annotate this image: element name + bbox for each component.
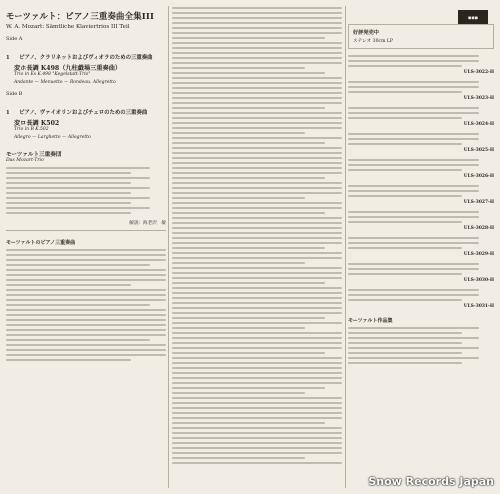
text-line-placeholder bbox=[172, 307, 342, 309]
text-line-placeholder bbox=[172, 272, 342, 274]
text-line-placeholder bbox=[348, 221, 462, 223]
text-line-placeholder bbox=[172, 357, 342, 359]
album-title-jp: モーツァルト：ピアノ三重奏曲全集III bbox=[6, 11, 155, 21]
text-line-placeholder bbox=[348, 216, 479, 218]
catalog-code: ULS-3025-H bbox=[463, 148, 494, 153]
text-line-placeholder bbox=[172, 382, 342, 384]
catalog-code-row bbox=[348, 200, 494, 205]
text-line-placeholder bbox=[172, 442, 342, 444]
text-line-placeholder bbox=[172, 162, 342, 164]
catalog-code: ULS-3023-H bbox=[463, 96, 494, 101]
text-line-placeholder bbox=[348, 86, 479, 88]
text-line-placeholder bbox=[172, 222, 342, 224]
text-line-placeholder bbox=[172, 77, 342, 79]
catalog-code-row bbox=[348, 252, 494, 257]
text-line-placeholder bbox=[172, 202, 342, 204]
text-line-placeholder bbox=[348, 185, 479, 187]
promo-heading: 好評発売中 bbox=[353, 30, 379, 36]
text-line-placeholder bbox=[348, 190, 479, 192]
text-line-placeholder bbox=[172, 122, 342, 124]
catalog-entry bbox=[348, 211, 494, 231]
catalog-entry bbox=[348, 81, 494, 101]
text-line-placeholder bbox=[348, 242, 479, 244]
text-line-placeholder bbox=[348, 60, 479, 62]
text-line-placeholder bbox=[172, 47, 342, 49]
text-line-placeholder bbox=[172, 462, 342, 464]
text-line-placeholder bbox=[348, 159, 479, 161]
text-line-placeholder bbox=[172, 427, 342, 429]
text-line-placeholder bbox=[348, 107, 479, 109]
notes-section-title: モーツァルトのピアノ三重奏曲 bbox=[6, 240, 76, 246]
text-line-placeholder bbox=[172, 397, 342, 399]
text-line-placeholder bbox=[348, 247, 462, 249]
track-subtitle: Trio in Es K.498 "Kegelstatt-Trio" bbox=[14, 72, 91, 77]
catalog-entry bbox=[348, 263, 494, 283]
text-line-placeholder bbox=[348, 117, 462, 119]
text-line-placeholder bbox=[348, 299, 462, 301]
text-line-placeholder bbox=[172, 117, 342, 119]
text-line-placeholder bbox=[348, 81, 479, 83]
text-line-placeholder bbox=[172, 362, 342, 364]
catalog-code-row bbox=[348, 122, 494, 127]
text-line-placeholder bbox=[348, 169, 462, 171]
text-line-placeholder bbox=[172, 302, 342, 304]
text-line-placeholder bbox=[172, 107, 325, 109]
text-line-placeholder bbox=[172, 327, 305, 329]
text-line-placeholder bbox=[172, 402, 342, 404]
text-line-placeholder bbox=[172, 152, 342, 154]
text-line-placeholder bbox=[172, 52, 342, 54]
text-line-placeholder bbox=[172, 12, 342, 14]
catalog-list bbox=[348, 55, 494, 309]
track-movements: Andante — Menuetto — Rondeau. Allegretto bbox=[14, 80, 116, 85]
text-line-placeholder bbox=[172, 322, 342, 324]
text-line-placeholder bbox=[172, 292, 342, 294]
text-line-placeholder bbox=[172, 197, 305, 199]
text-line-placeholder bbox=[172, 417, 342, 419]
catalog-entry bbox=[348, 185, 494, 205]
text-line-placeholder bbox=[172, 257, 342, 259]
album-title-en: W. A. Mozart: Sämtliche Klaviertrios III Teil bbox=[6, 24, 130, 30]
text-line-placeholder bbox=[172, 352, 325, 354]
text-line-placeholder bbox=[172, 42, 342, 44]
text-line-placeholder bbox=[348, 211, 479, 213]
text-line-placeholder bbox=[172, 262, 305, 264]
catalog-entry bbox=[348, 133, 494, 153]
text-line-placeholder bbox=[172, 452, 342, 454]
catalog-code: ULS-3024-H bbox=[463, 122, 494, 127]
watermark-text: Snow Records Japan bbox=[368, 475, 494, 488]
text-line-placeholder bbox=[172, 312, 342, 314]
text-line-placeholder bbox=[172, 287, 342, 289]
catalog-code: ULS-3030-H bbox=[463, 278, 494, 283]
text-line-placeholder bbox=[348, 294, 479, 296]
track-number: 1 bbox=[6, 110, 10, 116]
catalog-code: ULS-3022-H bbox=[463, 70, 494, 75]
text-line-placeholder bbox=[172, 132, 305, 134]
text-line-placeholder bbox=[172, 407, 342, 409]
text-line-placeholder bbox=[172, 87, 342, 89]
text-line-placeholder bbox=[172, 82, 342, 84]
catalog-entry bbox=[348, 237, 494, 257]
text-line-placeholder bbox=[172, 387, 325, 389]
text-line-placeholder bbox=[172, 432, 342, 434]
track-key: 変ロ長調 K502 bbox=[14, 120, 60, 127]
text-line-placeholder bbox=[172, 92, 342, 94]
track-name: ピアノ、クラリネットおよびヴィオラのための三重奏曲 bbox=[19, 55, 153, 61]
text-line-placeholder bbox=[172, 217, 342, 219]
catalog-code-row bbox=[348, 96, 494, 101]
text-line-placeholder bbox=[172, 392, 305, 394]
catalog-code-row bbox=[348, 304, 494, 309]
text-line-placeholder bbox=[172, 317, 325, 319]
text-line-placeholder bbox=[348, 112, 479, 114]
text-line-placeholder bbox=[348, 91, 462, 93]
text-line-placeholder bbox=[172, 237, 342, 239]
text-line-placeholder bbox=[172, 22, 342, 24]
text-line-placeholder bbox=[172, 102, 342, 104]
catalog-entry bbox=[348, 159, 494, 179]
catalog-entry bbox=[348, 107, 494, 127]
catalog-code: ULS-3027-H bbox=[463, 200, 494, 205]
side-a-label: Side A bbox=[6, 36, 23, 42]
performers-subtitle: Das Mozart-Trio bbox=[6, 158, 44, 163]
text-line-placeholder bbox=[172, 337, 342, 339]
catalog-code-row bbox=[348, 70, 494, 75]
text-line-placeholder bbox=[172, 367, 342, 369]
text-line-placeholder bbox=[172, 167, 342, 169]
text-line-placeholder bbox=[172, 147, 342, 149]
performers-title: モーツァルト三重奏団 bbox=[6, 152, 62, 158]
text-line-placeholder bbox=[172, 62, 342, 64]
text-line-placeholder bbox=[172, 112, 342, 114]
text-line-placeholder bbox=[172, 277, 342, 279]
promo-format: ステレオ 30cm LP bbox=[353, 39, 394, 44]
text-line-placeholder bbox=[172, 157, 342, 159]
right-section-title: モーツァルト作品集 bbox=[348, 318, 393, 324]
text-line-placeholder bbox=[172, 207, 342, 209]
text-line-placeholder bbox=[348, 55, 479, 57]
catalog-entry bbox=[348, 289, 494, 309]
text-line-placeholder bbox=[172, 297, 342, 299]
text-line-placeholder bbox=[348, 273, 462, 275]
catalog-code: ULS-3029-H bbox=[463, 252, 494, 257]
text-line-placeholder bbox=[172, 172, 342, 174]
text-line-placeholder bbox=[172, 247, 325, 249]
text-line-placeholder bbox=[172, 412, 342, 414]
side-b-track bbox=[6, 99, 166, 140]
side-a-track bbox=[6, 44, 166, 85]
text-line-placeholder bbox=[172, 72, 325, 74]
text-line-placeholder bbox=[172, 347, 342, 349]
text-line-placeholder bbox=[172, 97, 342, 99]
text-line-placeholder bbox=[348, 133, 479, 135]
catalog-entry bbox=[348, 55, 494, 75]
text-line-placeholder bbox=[348, 143, 462, 145]
text-line-placeholder bbox=[348, 289, 479, 291]
text-line-placeholder bbox=[172, 437, 342, 439]
middle-column bbox=[172, 4, 342, 490]
text-line-placeholder bbox=[172, 227, 342, 229]
track-number: 1 bbox=[6, 55, 10, 61]
text-line-placeholder bbox=[172, 282, 325, 284]
text-line-placeholder bbox=[348, 138, 479, 140]
text-line-placeholder bbox=[172, 252, 342, 254]
text-line-placeholder bbox=[172, 187, 342, 189]
performers-list-placeholder bbox=[6, 167, 166, 214]
notes-credit: 解説：海老沢 敏 bbox=[129, 221, 166, 226]
text-line-placeholder bbox=[172, 372, 342, 374]
track-name: ピアノ、ヴァイオリンおよびチェロのための三重奏曲 bbox=[19, 110, 148, 116]
text-line-placeholder bbox=[348, 237, 479, 239]
right-notes-placeholder bbox=[348, 327, 494, 364]
text-line-placeholder bbox=[172, 232, 342, 234]
text-line-placeholder bbox=[172, 67, 305, 69]
text-line-placeholder bbox=[172, 7, 342, 9]
notes-body-placeholder bbox=[6, 249, 166, 361]
track-movements: Allegro — Larghetto — Allegretto bbox=[14, 135, 91, 140]
catalog-code-row bbox=[348, 278, 494, 283]
text-line-placeholder bbox=[172, 127, 342, 129]
text-line-placeholder bbox=[348, 65, 462, 67]
text-line-placeholder bbox=[172, 447, 342, 449]
text-line-placeholder bbox=[172, 27, 342, 29]
text-line-placeholder bbox=[172, 182, 342, 184]
text-line-placeholder bbox=[348, 164, 479, 166]
right-column bbox=[348, 4, 494, 490]
catalog-code-row bbox=[348, 148, 494, 153]
text-line-placeholder bbox=[172, 422, 325, 424]
text-line-placeholder bbox=[172, 37, 325, 39]
text-line-placeholder bbox=[172, 212, 325, 214]
text-line-placeholder bbox=[172, 457, 305, 459]
text-line-placeholder bbox=[172, 32, 342, 34]
text-line-placeholder bbox=[172, 137, 342, 139]
column-divider-1 bbox=[168, 6, 169, 488]
text-line-placeholder bbox=[348, 268, 479, 270]
catalog-code: ULS-3028-H bbox=[463, 226, 494, 231]
text-line-placeholder bbox=[172, 342, 342, 344]
label-logo-icon: ◼◼◼ bbox=[458, 10, 488, 24]
text-line-placeholder bbox=[172, 17, 342, 19]
promo-box bbox=[348, 24, 494, 49]
catalog-code: ULS-3026-H bbox=[463, 174, 494, 179]
catalog-code-row bbox=[348, 226, 494, 231]
catalog-code: ULS-3031-H bbox=[463, 304, 494, 309]
text-line-placeholder bbox=[348, 195, 462, 197]
side-b-label: Side B bbox=[6, 91, 23, 97]
text-line-placeholder bbox=[172, 192, 342, 194]
text-line-placeholder bbox=[172, 267, 342, 269]
track-subtitle: Trio in B K.502 bbox=[14, 127, 49, 132]
text-line-placeholder bbox=[172, 242, 342, 244]
text-line-placeholder bbox=[172, 57, 342, 59]
text-line-placeholder bbox=[172, 142, 325, 144]
text-line-placeholder bbox=[172, 377, 342, 379]
text-line-placeholder bbox=[172, 332, 342, 334]
notes-body-placeholder-mid bbox=[172, 7, 342, 464]
text-line-placeholder bbox=[348, 263, 479, 265]
section-divider bbox=[6, 230, 166, 231]
catalog-code-row bbox=[348, 174, 494, 179]
track-key: 変ホ長調 K498（九柱戯場三重奏曲） bbox=[14, 65, 122, 72]
left-column bbox=[6, 4, 166, 490]
column-divider-2 bbox=[345, 6, 346, 488]
text-line-placeholder bbox=[172, 177, 325, 179]
